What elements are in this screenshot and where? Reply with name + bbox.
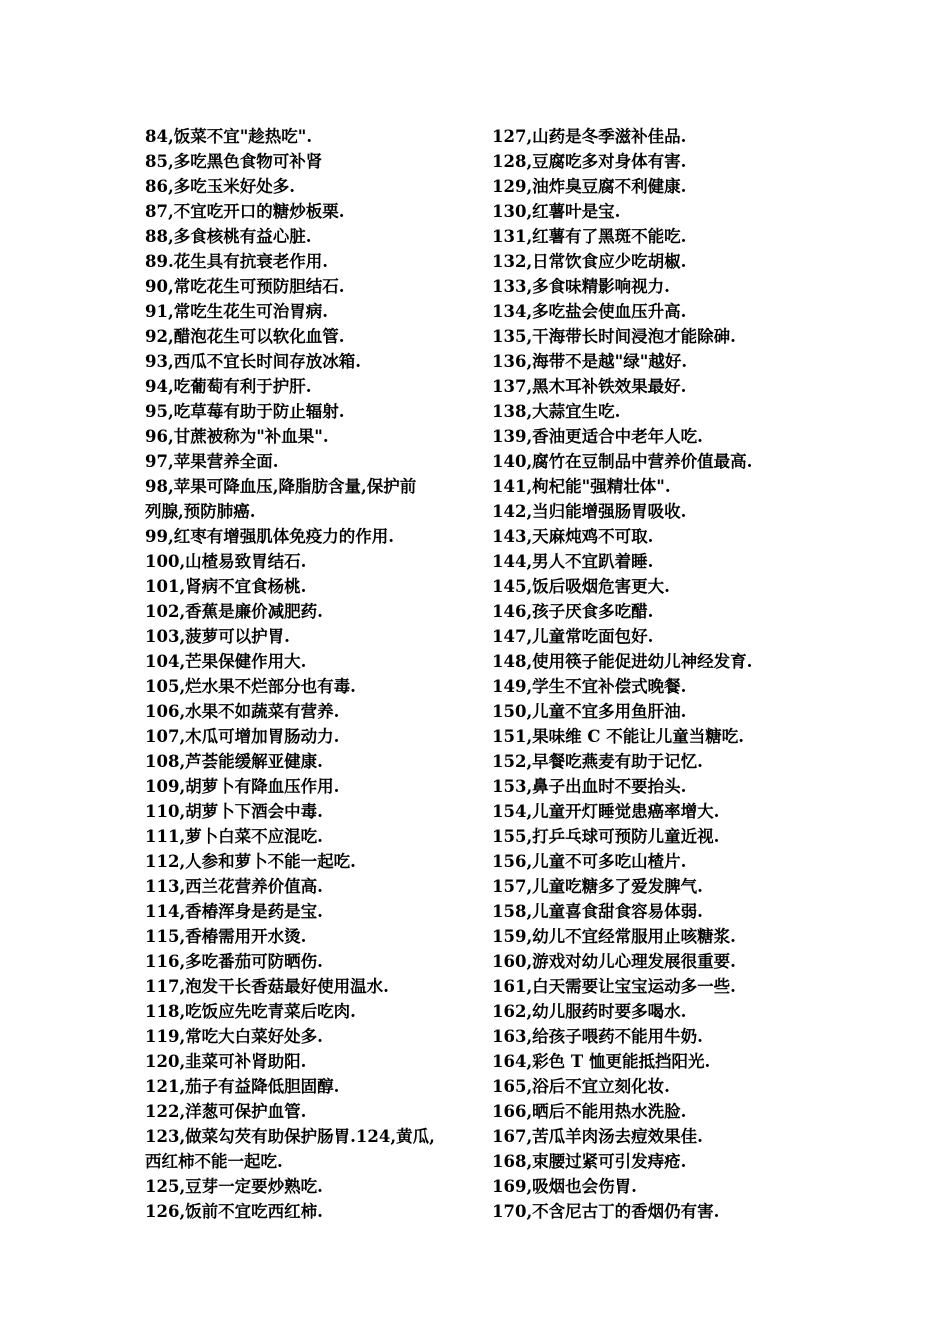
- text-line: 112,人参和萝卜不能一起吃.: [145, 852, 356, 871]
- text-line: 84,饭菜不宜"趁热吃".: [145, 127, 313, 146]
- text-line: 159,幼儿不宜经常服用止咳糖浆.: [492, 927, 736, 946]
- text-line: 89.花生具有抗衰老作用.: [145, 252, 328, 271]
- text-line: 147,儿童常吃面包好.: [492, 627, 654, 646]
- text-line: 141,枸杞能"强精壮体".: [492, 477, 671, 496]
- text-line: 107,木瓜可增加胃肠动力.: [145, 727, 340, 746]
- text-line: 133,多食味精影响视力.: [492, 277, 670, 296]
- text-line: 151,果味维 C 不能让儿童当糖吃.: [492, 727, 745, 746]
- text-line: 95,吃草莓有助于防止辐射.: [145, 402, 345, 421]
- text-line: 92,醋泡花生可以软化血管.: [145, 327, 345, 346]
- text-line: 125,豆芽一定要炒熟吃.: [145, 1177, 323, 1196]
- text-line: 120,韭菜可补肾助阳.: [145, 1052, 307, 1071]
- text-line: 150,儿童不宜多用鱼肝油.: [492, 702, 687, 721]
- text-line: 117,泡发干长香菇最好使用温水.: [145, 977, 389, 996]
- text-line: 94,吃葡萄有利于护肝.: [145, 377, 312, 396]
- text-line: 91,常吃生花生可治胃病.: [145, 302, 328, 321]
- text-line: 126,饭前不宜吃西红柿.: [145, 1202, 323, 1221]
- text-line: 96,甘蔗被称为"补血果".: [145, 427, 329, 446]
- text-line: 121,茄子有益降低胆固醇.: [145, 1077, 340, 1096]
- text-line: 115,香椿需用开水烫.: [145, 927, 307, 946]
- text-line: 166,晒后不能用热水洗脸.: [492, 1102, 687, 1121]
- text-line: 129,油炸臭豆腐不利健康.: [492, 177, 687, 196]
- text-line: 170,不含尼古丁的香烟仍有害.: [492, 1202, 720, 1221]
- text-line: 149,学生不宜补偿式晚餐.: [492, 677, 687, 696]
- text-line: 157,儿童吃糖多了爱发脾气.: [492, 877, 703, 896]
- text-line: 105,烂水果不烂部分也有毒.: [145, 677, 356, 696]
- text-line: 106,水果不如蔬菜有营养.: [145, 702, 340, 721]
- text-line: 142,当归能增强肠胃吸收.: [492, 502, 687, 521]
- text-line: 155,打乒乓球可预防儿童近视.: [492, 827, 720, 846]
- text-line: 168,束腰过紧可引发痔疮.: [492, 1152, 687, 1171]
- text-line: 131,红薯有了黑斑不能吃.: [492, 227, 687, 246]
- text-line: 152,早餐吃燕麦有助于记忆.: [492, 752, 703, 771]
- text-line: 163,给孩子喂药不能用牛奶.: [492, 1027, 703, 1046]
- text-line: 116,多吃番茄可防晒伤.: [145, 952, 323, 971]
- right-column: [492, 124, 812, 1224]
- text-line: 169,吸烟也会伤胃.: [492, 1177, 637, 1196]
- text-line: 98,苹果可降血压,降脂肪含量,保护前: [145, 477, 417, 496]
- text-line: 127,山药是冬季滋补佳品.: [492, 127, 687, 146]
- text-line: 119,常吃大白菜好处多.: [145, 1027, 323, 1046]
- text-line: 102,香蕉是廉价减肥药.: [145, 602, 323, 621]
- text-line: 143,天麻炖鸡不可取.: [492, 527, 654, 546]
- text-line: 164,彩色 T 恤更能抵挡阳光.: [492, 1052, 711, 1071]
- text-line: 104,芒果保健作用大.: [145, 652, 307, 671]
- text-line: 114,香椿浑身是药是宝.: [145, 902, 323, 921]
- text-line: 列腺,预防肺癌.: [145, 502, 256, 521]
- text-line: 161,白天需要让宝宝运动多一些.: [492, 977, 736, 996]
- text-line: 103,菠萝可以护胃.: [145, 627, 290, 646]
- text-line: 162,幼儿服药时要多喝水.: [492, 1002, 687, 1021]
- text-line: 100,山楂易致胃结石.: [145, 552, 307, 571]
- text-line: 144,男人不宜趴着睡.: [492, 552, 654, 571]
- text-line: 138,大蒜宜生吃.: [492, 402, 621, 421]
- text-line: 111,萝卜白菜不应混吃.: [145, 827, 323, 846]
- text-line: 130,红薯叶是宝.: [492, 202, 621, 221]
- text-line: 85,多吃黑色食物可补肾: [145, 152, 323, 171]
- text-line: 145,饭后吸烟危害更大.: [492, 577, 670, 596]
- text-line: 87,不宜吃开口的糖炒板栗.: [145, 202, 345, 221]
- text-line: 165,浴后不宜立刻化妆.: [492, 1077, 670, 1096]
- text-line: 148,使用筷子能促进幼儿神经发育.: [492, 652, 753, 671]
- text-line: 99,红枣有增强肌体免疫力的作用.: [145, 527, 394, 546]
- text-line: 135,干海带长时间浸泡才能除砷.: [492, 327, 736, 346]
- text-line: 108,芦荟能缓解亚健康.: [145, 752, 323, 771]
- text-line: 154,儿童开灯睡觉患癌率增大.: [492, 802, 720, 821]
- text-line: 136,海带不是越"绿"越好.: [492, 352, 688, 371]
- text-line: 153,鼻子出血时不要抬头.: [492, 777, 687, 796]
- text-line: 113,西兰花营养价值高.: [145, 877, 323, 896]
- text-line: 160,游戏对幼儿心理发展很重要.: [492, 952, 736, 971]
- text-line: 128,豆腐吃多对身体有害.: [492, 152, 687, 171]
- text-line: 146,孩子厌食多吃醋.: [492, 602, 654, 621]
- text-line: 97,苹果营养全面.: [145, 452, 279, 471]
- text-line: 123,做菜勾芡有助保护肠胃.124,黄瓜,: [145, 1127, 435, 1146]
- text-line: 118,吃饭应先吃青菜后吃肉.: [145, 1002, 356, 1021]
- text-line: 156,儿童不可多吃山楂片.: [492, 852, 687, 871]
- text-line: 134,多吃盐会使血压升高.: [492, 302, 687, 321]
- text-line: 101,肾病不宜食杨桃.: [145, 577, 307, 596]
- text-line: 93,西瓜不宜长时间存放冰箱.: [145, 352, 361, 371]
- text-line: 88,多食核桃有益心脏.: [145, 227, 312, 246]
- text-line: 109,胡萝卜有降血压作用.: [145, 777, 340, 796]
- text-line: 158,儿童喜食甜食容易体弱.: [492, 902, 703, 921]
- text-line: 167,苦瓜羊肉汤去痘效果佳.: [492, 1127, 703, 1146]
- text-line: 西红柿不能一起吃.: [145, 1152, 283, 1171]
- text-line: 137,黑木耳补铁效果最好.: [492, 377, 687, 396]
- text-line: 132,日常饮食应少吃胡椒.: [492, 252, 687, 271]
- text-line: 139,香油更适合中老年人吃.: [492, 427, 703, 446]
- left-column: [145, 124, 465, 1224]
- text-line: 110,胡萝卜下酒会中毒.: [145, 802, 323, 821]
- text-line: 86,多吃玉米好处多.: [145, 177, 295, 196]
- text-line: 90,常吃花生可预防胆结石.: [145, 277, 345, 296]
- text-line: 140,腐竹在豆制品中营养价值最高.: [492, 452, 753, 471]
- text-line: 122,洋葱可保护血管.: [145, 1102, 307, 1121]
